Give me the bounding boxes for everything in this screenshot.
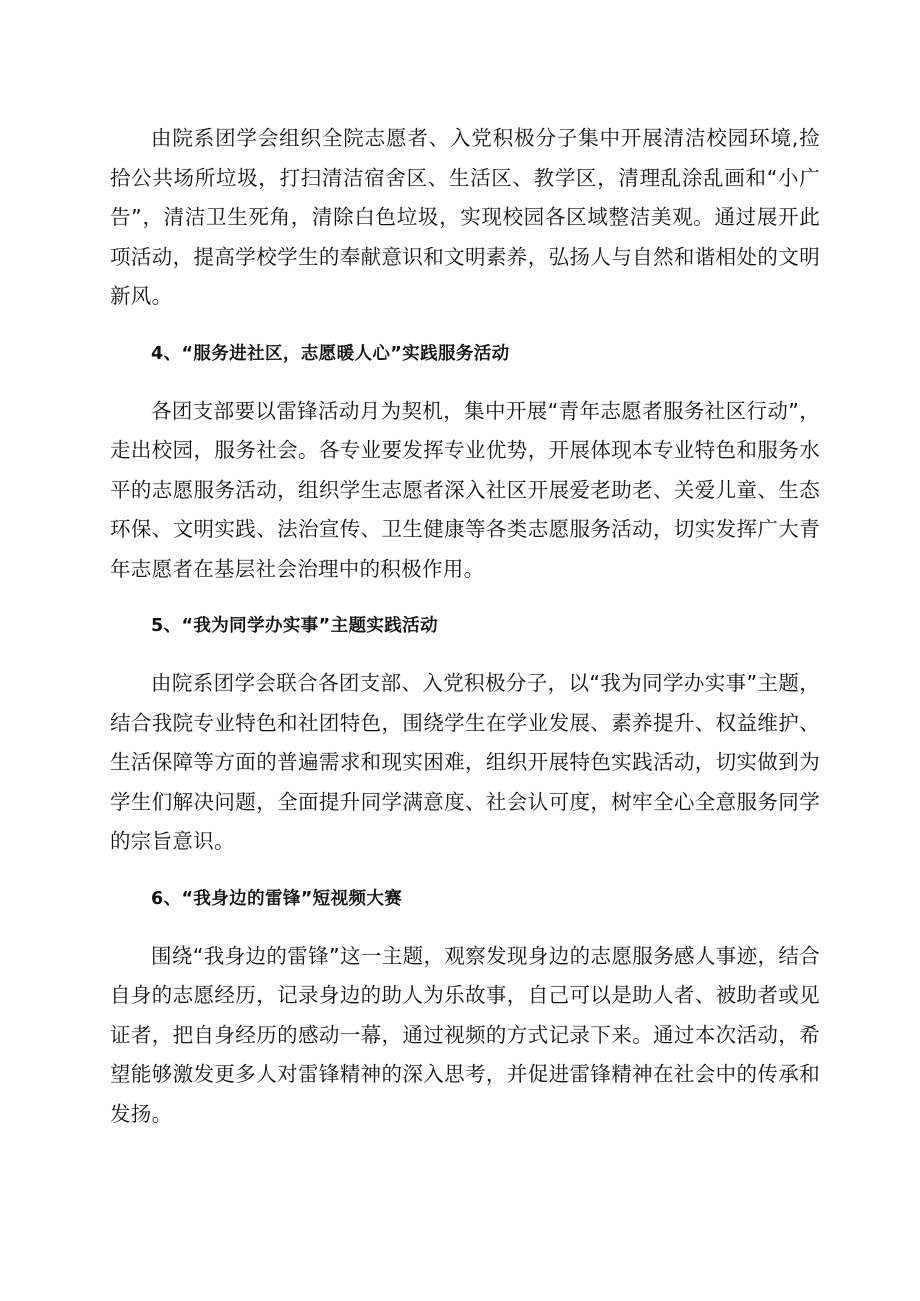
paragraph-video-contest: 围绕“我身边的雷锋”这一主题，观察发现身边的志愿服务感人事迹，结合自身的志愿经历，记录身边的助人为乐故事，自己可以是助人者、被助者或见证者，把自身经历的感动一幕，通过视频的方式记录下来。通过本次活动，希望能够激发更多人对雷锋精神的深入思考，并促进雷锋精神在社会中的传承和发扬。 [110, 943, 820, 1126]
heading-help-classmates: 5、“我为同学办实事”主题实践活动 [151, 616, 438, 636]
paragraph-help-classmates: 由院系团学会联合各团支部、入党积极分子，以“我为同学办实事”主题，结合我院专业特色和社团特色，围绕学生在学业发展、素养提升、权益维护、生活保障等方面的普遍需求和现实困难，组织开展特色实践活动，切实做到为学生们解决问题，全面提升同学满意度、社会认可度，树牢全心全意服务同学的宗旨意识。 [110, 671, 820, 853]
document-body [110, 119, 820, 1134]
heading-video-contest: 6、“我身边的雷锋”短视频大赛 [151, 888, 403, 909]
paragraph-campus-cleaning: 由院系团学会组织全院志愿者、入党积极分子集中开展清洁校园环境,捡拾公共场所垃圾，打扫清洁宿舍区、生活区、教学区，清理乱涂乱画和“小广告”，清洁卫生死角，清除白色垃圾，实现校园各区域整洁美观。通过展开此项活动，提高学校学生的奉献意识和文明素养，弘扬人与自然和谐相处的文明新风。 [110, 126, 820, 308]
paragraph-community-service: 各团支部要以雷锋活动月为契机，集中开展“青年志愿者服务社区行动”，走出校园，服务社会。各专业要发挥专业优势，开展体现本专业特色和服务水平的志愿服务活动，组织学生志愿者深入社区开展爱老助老、关爱儿童、生态环保、文明实践、法治宣传、卫生健康等各类志愿服务活动，切实发挥广大青年志愿者在基层社会治理中的积极作用。 [110, 398, 820, 581]
heading-community-service: 4、“服务进社区，志愿暖人心”实践服务活动 [151, 343, 510, 364]
